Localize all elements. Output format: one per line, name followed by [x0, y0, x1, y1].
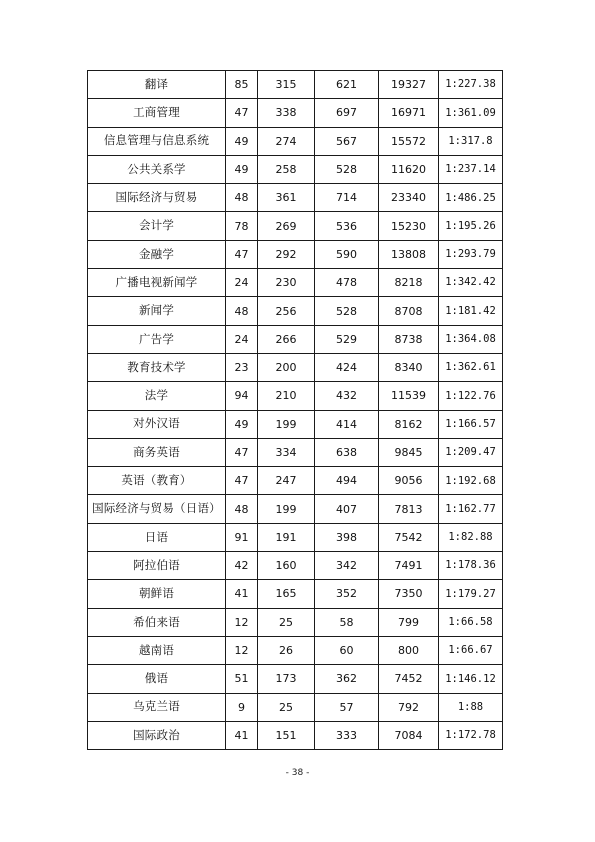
table-cell-plan-count: 47 [226, 99, 258, 127]
table-cell-ratio: 1:178.36 [439, 552, 503, 580]
table-cell-total-count: 11539 [379, 382, 439, 410]
table-cell-applicants-first: 247 [258, 467, 315, 495]
table-cell-ratio: 1:66.58 [439, 608, 503, 636]
table-row [88, 721, 503, 749]
table-cell-total-count: 19327 [379, 71, 439, 99]
table-cell-applicants-total: 398 [315, 523, 379, 551]
table-cell-applicants-total: 58 [315, 608, 379, 636]
table-cell-total-count: 8218 [379, 269, 439, 297]
table-cell-plan-count: 94 [226, 382, 258, 410]
table-cell-applicants-total: 529 [315, 325, 379, 353]
table-cell-applicants-first: 338 [258, 99, 315, 127]
table-row [88, 410, 503, 438]
table-row [88, 693, 503, 721]
table-row [88, 382, 503, 410]
table-cell-applicants-first: 151 [258, 721, 315, 749]
table-cell-plan-count: 48 [226, 297, 258, 325]
table-cell-applicants-total: 362 [315, 665, 379, 693]
table-cell-plan-count: 85 [226, 71, 258, 99]
table-row [88, 438, 503, 466]
table-cell-applicants-first: 25 [258, 608, 315, 636]
table-cell-plan-count: 49 [226, 155, 258, 183]
table-cell-total-count: 11620 [379, 155, 439, 183]
table-cell-total-count: 7491 [379, 552, 439, 580]
table-cell-applicants-first: 274 [258, 127, 315, 155]
table-cell-applicants-total: 536 [315, 212, 379, 240]
table-cell-plan-count: 49 [226, 410, 258, 438]
table-cell-total-count: 7542 [379, 523, 439, 551]
table-cell-major-name: 国际经济与贸易 [88, 184, 226, 212]
table-cell-plan-count: 49 [226, 127, 258, 155]
table-cell-applicants-total: 333 [315, 721, 379, 749]
table-cell-ratio: 1:66.67 [439, 636, 503, 664]
table-cell-ratio: 1:486.25 [439, 184, 503, 212]
table-cell-applicants-total: 414 [315, 410, 379, 438]
table-row [88, 665, 503, 693]
table-cell-ratio: 1:166.57 [439, 410, 503, 438]
table-cell-applicants-total: 528 [315, 155, 379, 183]
table-row [88, 467, 503, 495]
table-cell-plan-count: 47 [226, 467, 258, 495]
table-row [88, 184, 503, 212]
table-row [88, 99, 503, 127]
table-cell-total-count: 800 [379, 636, 439, 664]
table-cell-applicants-total: 424 [315, 353, 379, 381]
table-cell-applicants-first: 361 [258, 184, 315, 212]
table-row [88, 240, 503, 268]
table-cell-ratio: 1:293.79 [439, 240, 503, 268]
table-cell-plan-count: 24 [226, 325, 258, 353]
table-cell-applicants-total: 621 [315, 71, 379, 99]
table-cell-total-count: 7084 [379, 721, 439, 749]
table-cell-applicants-first: 199 [258, 410, 315, 438]
table-cell-plan-count: 51 [226, 665, 258, 693]
table-cell-ratio: 1:162.77 [439, 495, 503, 523]
table-cell-applicants-first: 160 [258, 552, 315, 580]
table-cell-applicants-total: 478 [315, 269, 379, 297]
table-cell-ratio: 1:88 [439, 693, 503, 721]
table-cell-applicants-total: 528 [315, 297, 379, 325]
table-row [88, 212, 503, 240]
table-row [88, 580, 503, 608]
table-row [88, 71, 503, 99]
table-cell-ratio: 1:361.09 [439, 99, 503, 127]
table-row [88, 325, 503, 353]
table-cell-applicants-first: 334 [258, 438, 315, 466]
table-cell-major-name: 国际经济与贸易（日语） [88, 495, 226, 523]
page-number: - 38 - [285, 768, 310, 778]
table-cell-major-name: 英语（教育） [88, 467, 226, 495]
table-cell-ratio: 1:195.26 [439, 212, 503, 240]
table-cell-ratio: 1:172.78 [439, 721, 503, 749]
table-cell-applicants-total: 494 [315, 467, 379, 495]
table-cell-plan-count: 91 [226, 523, 258, 551]
table-cell-applicants-first: 25 [258, 693, 315, 721]
table-cell-applicants-total: 590 [315, 240, 379, 268]
table-cell-major-name: 新闻学 [88, 297, 226, 325]
table-cell-major-name: 信息管理与信息系统 [88, 127, 226, 155]
table-cell-applicants-first: 200 [258, 353, 315, 381]
table-row [88, 269, 503, 297]
table-cell-total-count: 7350 [379, 580, 439, 608]
table-body [88, 71, 503, 750]
table-cell-ratio: 1:181.42 [439, 297, 503, 325]
table-cell-major-name: 越南语 [88, 636, 226, 664]
table-cell-ratio: 1:317.8 [439, 127, 503, 155]
table-cell-applicants-total: 432 [315, 382, 379, 410]
table-cell-major-name: 俄语 [88, 665, 226, 693]
table-cell-plan-count: 47 [226, 240, 258, 268]
table-cell-major-name: 广播电视新闻学 [88, 269, 226, 297]
table-cell-plan-count: 42 [226, 552, 258, 580]
table-cell-applicants-total: 57 [315, 693, 379, 721]
table-cell-applicants-first: 230 [258, 269, 315, 297]
table-cell-ratio: 1:179.27 [439, 580, 503, 608]
table-cell-major-name: 国际政治 [88, 721, 226, 749]
table-cell-major-name: 金融学 [88, 240, 226, 268]
table-cell-total-count: 15230 [379, 212, 439, 240]
table-cell-applicants-first: 165 [258, 580, 315, 608]
table-cell-ratio: 1:362.61 [439, 353, 503, 381]
table-cell-ratio: 1:364.08 [439, 325, 503, 353]
table-row [88, 297, 503, 325]
table-cell-ratio: 1:146.12 [439, 665, 503, 693]
table-cell-major-name: 翻译 [88, 71, 226, 99]
table-cell-total-count: 8162 [379, 410, 439, 438]
table-cell-major-name: 希伯来语 [88, 608, 226, 636]
table-cell-total-count: 7813 [379, 495, 439, 523]
table-cell-total-count: 8708 [379, 297, 439, 325]
table-cell-applicants-total: 638 [315, 438, 379, 466]
table-cell-applicants-first: 258 [258, 155, 315, 183]
table-cell-total-count: 15572 [379, 127, 439, 155]
table-row [88, 608, 503, 636]
table-cell-plan-count: 48 [226, 495, 258, 523]
table-cell-applicants-total: 60 [315, 636, 379, 664]
table-cell-total-count: 7452 [379, 665, 439, 693]
table-cell-ratio: 1:237.14 [439, 155, 503, 183]
table-row [88, 552, 503, 580]
table-cell-major-name: 法学 [88, 382, 226, 410]
table-cell-plan-count: 12 [226, 636, 258, 664]
table-cell-applicants-first: 256 [258, 297, 315, 325]
table-cell-applicants-total: 352 [315, 580, 379, 608]
table-cell-major-name: 教育技术学 [88, 353, 226, 381]
table-cell-total-count: 792 [379, 693, 439, 721]
table-cell-total-count: 23340 [379, 184, 439, 212]
table-cell-applicants-total: 342 [315, 552, 379, 580]
table-cell-plan-count: 41 [226, 580, 258, 608]
table-cell-applicants-first: 173 [258, 665, 315, 693]
table-cell-major-name: 阿拉伯语 [88, 552, 226, 580]
table-cell-applicants-first: 292 [258, 240, 315, 268]
table-cell-plan-count: 41 [226, 721, 258, 749]
table-cell-ratio: 1:342.42 [439, 269, 503, 297]
table-cell-applicants-first: 26 [258, 636, 315, 664]
table-row [88, 155, 503, 183]
table-cell-ratio: 1:209.47 [439, 438, 503, 466]
table-cell-ratio: 1:192.68 [439, 467, 503, 495]
table-cell-applicants-total: 697 [315, 99, 379, 127]
table-cell-major-name: 会计学 [88, 212, 226, 240]
table-cell-major-name: 对外汉语 [88, 410, 226, 438]
table-cell-total-count: 9845 [379, 438, 439, 466]
table-cell-ratio: 1:227.38 [439, 71, 503, 99]
table-cell-applicants-total: 567 [315, 127, 379, 155]
table-cell-applicants-first: 315 [258, 71, 315, 99]
table-cell-ratio: 1:122.76 [439, 382, 503, 410]
table-cell-total-count: 9056 [379, 467, 439, 495]
table-cell-plan-count: 9 [226, 693, 258, 721]
table-cell-total-count: 16971 [379, 99, 439, 127]
table-cell-plan-count: 48 [226, 184, 258, 212]
table-cell-applicants-first: 191 [258, 523, 315, 551]
table-cell-major-name: 朝鲜语 [88, 580, 226, 608]
table-cell-plan-count: 24 [226, 269, 258, 297]
table-cell-applicants-first: 199 [258, 495, 315, 523]
table-cell-applicants-total: 714 [315, 184, 379, 212]
table-row [88, 523, 503, 551]
table-cell-major-name: 日语 [88, 523, 226, 551]
table-cell-major-name: 乌克兰语 [88, 693, 226, 721]
table-cell-total-count: 8340 [379, 353, 439, 381]
table-cell-major-name: 公共关系学 [88, 155, 226, 183]
table-cell-applicants-first: 266 [258, 325, 315, 353]
table-cell-major-name: 商务英语 [88, 438, 226, 466]
table-row [88, 495, 503, 523]
table-cell-applicants-total: 407 [315, 495, 379, 523]
table-cell-major-name: 工商管理 [88, 99, 226, 127]
table-cell-plan-count: 47 [226, 438, 258, 466]
table-cell-total-count: 799 [379, 608, 439, 636]
table-row [88, 127, 503, 155]
table-cell-applicants-first: 210 [258, 382, 315, 410]
table-cell-total-count: 8738 [379, 325, 439, 353]
table-cell-major-name: 广告学 [88, 325, 226, 353]
table-cell-applicants-first: 269 [258, 212, 315, 240]
table-row [88, 353, 503, 381]
table-cell-plan-count: 78 [226, 212, 258, 240]
table-cell-ratio: 1:82.88 [439, 523, 503, 551]
admission-statistics-table [87, 70, 503, 750]
table-cell-plan-count: 23 [226, 353, 258, 381]
table-cell-total-count: 13808 [379, 240, 439, 268]
table-row [88, 636, 503, 664]
table-cell-plan-count: 12 [226, 608, 258, 636]
